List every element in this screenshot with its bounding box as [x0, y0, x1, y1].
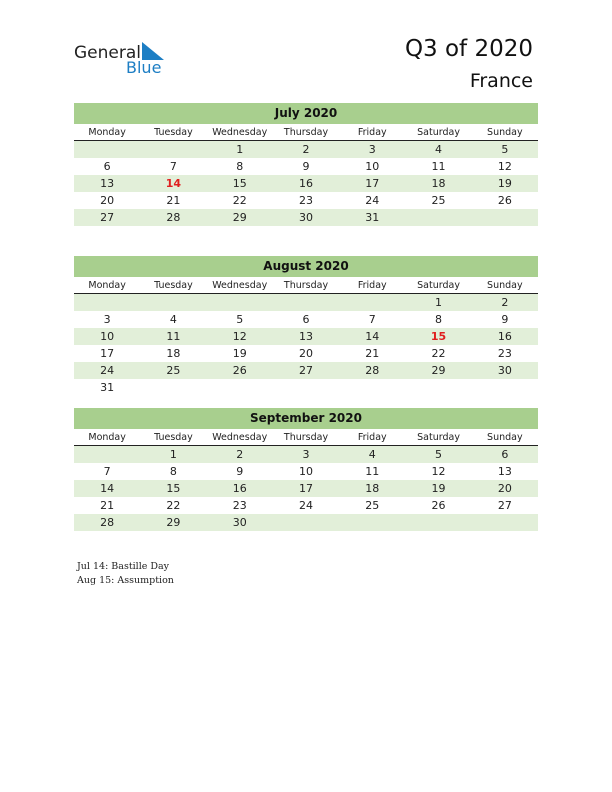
day-cell: 9	[501, 313, 509, 326]
day-cell: 8	[236, 160, 244, 173]
weekday-label: Saturday	[417, 432, 460, 443]
day-cell: 1	[435, 296, 443, 309]
day-cell: 14	[100, 482, 115, 495]
day-cell: 10	[100, 330, 115, 343]
weekday-label: Saturday	[417, 127, 460, 138]
weekday-label: Thursday	[283, 280, 329, 291]
weekday-header-row	[74, 430, 538, 446]
day-cell: 3	[368, 143, 376, 156]
weekday-label: Wednesday	[212, 280, 268, 291]
day-cell: 2	[501, 296, 509, 309]
week-row	[74, 362, 538, 379]
day-cell: 3	[103, 313, 111, 326]
day-cell: 30	[298, 211, 313, 224]
day-cell: 5	[435, 448, 443, 461]
weekday-label: Thursday	[283, 127, 329, 138]
weekday-label: Friday	[357, 280, 387, 291]
weekday-label: Wednesday	[212, 432, 268, 443]
day-cell: 14	[365, 330, 380, 343]
day-cell: 26	[431, 499, 446, 512]
week-row	[74, 311, 538, 328]
day-cell	[74, 294, 140, 311]
day-cell: 23	[298, 194, 313, 207]
day-cell: 22	[232, 194, 247, 207]
day-cell: 11	[365, 465, 380, 478]
week-row	[74, 480, 538, 497]
day-cell: 15	[166, 482, 181, 495]
weekday-label: Saturday	[417, 280, 460, 291]
weekday-label: Friday	[357, 127, 387, 138]
page-title: Q3 of 2020	[404, 36, 533, 62]
week-row	[74, 345, 538, 362]
day-cell	[273, 294, 339, 311]
weekday-label: Tuesday	[154, 280, 193, 291]
week-row	[74, 158, 538, 175]
day-cell	[472, 379, 538, 396]
day-cell: 17	[100, 347, 115, 360]
day-cell	[140, 141, 206, 158]
weekday-label: Tuesday	[154, 127, 193, 138]
day-cell: 16	[232, 482, 247, 495]
day-cell: 23	[232, 499, 247, 512]
day-cell: 6	[302, 313, 310, 326]
day-cell: 13	[298, 330, 313, 343]
week-row	[74, 209, 538, 226]
day-cell: 27	[100, 211, 115, 224]
day-cell: 4	[368, 448, 376, 461]
day-cell: 19	[497, 177, 512, 190]
week-row	[74, 497, 538, 514]
day-cell: 16	[497, 330, 512, 343]
holiday-day-cell: 15	[430, 330, 447, 343]
weekday-label: Sunday	[487, 280, 523, 291]
month-calendar-july	[74, 103, 538, 226]
day-cell: 24	[100, 364, 115, 377]
day-cell	[405, 514, 471, 531]
day-cell: 4	[435, 143, 443, 156]
day-cell: 5	[501, 143, 509, 156]
day-cell: 20	[497, 482, 512, 495]
day-cell: 30	[497, 364, 512, 377]
day-cell: 21	[100, 499, 115, 512]
day-cell: 8	[435, 313, 443, 326]
day-cell: 21	[166, 194, 181, 207]
week-row	[74, 175, 538, 192]
month-calendar-september	[74, 408, 538, 531]
day-cell	[405, 379, 471, 396]
day-cell: 18	[365, 482, 380, 495]
week-row	[74, 192, 538, 209]
week-row	[74, 379, 538, 396]
day-cell: 11	[166, 330, 181, 343]
day-cell: 7	[103, 465, 111, 478]
weekday-label: Sunday	[487, 127, 523, 138]
day-cell: 24	[298, 499, 313, 512]
week-row	[74, 446, 538, 463]
day-cell: 7	[169, 160, 177, 173]
day-cell: 28	[100, 516, 115, 529]
day-cell: 21	[365, 347, 380, 360]
week-row	[74, 463, 538, 480]
day-cell	[472, 514, 538, 531]
day-cell: 26	[497, 194, 512, 207]
holiday-note: Jul 14: Bastille Day	[77, 561, 170, 572]
day-cell: 12	[431, 465, 446, 478]
day-cell	[207, 294, 273, 311]
day-cell: 10	[365, 160, 380, 173]
day-cell: 12	[232, 330, 247, 343]
day-cell: 25	[166, 364, 181, 377]
day-cell	[74, 446, 140, 463]
weekday-label: Monday	[88, 127, 126, 138]
week-row	[74, 328, 538, 345]
week-row	[74, 141, 538, 158]
day-cell: 29	[166, 516, 181, 529]
day-cell	[339, 379, 405, 396]
day-cell	[339, 294, 405, 311]
weekday-label: Thursday	[283, 432, 329, 443]
day-cell: 20	[100, 194, 115, 207]
day-cell: 13	[497, 465, 512, 478]
day-cell: 10	[298, 465, 313, 478]
day-cell: 29	[431, 364, 446, 377]
day-cell: 6	[501, 448, 509, 461]
day-cell: 31	[100, 381, 115, 394]
weekday-header-row	[74, 125, 538, 141]
day-cell: 8	[169, 465, 177, 478]
week-row	[74, 294, 538, 311]
day-cell: 11	[431, 160, 446, 173]
holiday-note: Aug 15: Assumption	[77, 575, 174, 586]
weekday-label: Monday	[88, 432, 126, 443]
day-cell: 4	[169, 313, 177, 326]
day-cell	[140, 294, 206, 311]
day-cell: 27	[497, 499, 512, 512]
day-cell: 18	[166, 347, 181, 360]
day-cell: 26	[232, 364, 247, 377]
month-header: September 2020	[74, 408, 538, 429]
week-row	[74, 514, 538, 531]
day-cell: 1	[169, 448, 177, 461]
day-cell: 29	[232, 211, 247, 224]
weekday-label: Tuesday	[154, 432, 193, 443]
day-cell: 3	[302, 448, 310, 461]
day-cell	[405, 209, 471, 226]
day-cell: 31	[365, 211, 380, 224]
day-cell: 9	[236, 465, 244, 478]
day-cell: 18	[431, 177, 446, 190]
day-cell: 28	[365, 364, 380, 377]
day-cell: 1	[236, 143, 244, 156]
weekday-header-row	[74, 278, 538, 294]
day-cell: 15	[232, 177, 247, 190]
day-cell: 13	[100, 177, 115, 190]
logo-text-general: General	[74, 43, 141, 63]
weekday-label: Wednesday	[212, 127, 268, 138]
day-cell: 20	[298, 347, 313, 360]
day-cell: 27	[298, 364, 313, 377]
day-cell: 9	[302, 160, 310, 173]
day-cell: 22	[166, 499, 181, 512]
day-cell: 5	[236, 313, 244, 326]
logo-text-blue: Blue	[126, 58, 162, 77]
month-header: July 2020	[74, 103, 538, 124]
day-cell: 22	[431, 347, 446, 360]
day-cell: 16	[298, 177, 313, 190]
day-cell	[472, 209, 538, 226]
day-cell	[74, 141, 140, 158]
day-cell	[273, 379, 339, 396]
day-cell: 25	[431, 194, 446, 207]
day-cell: 12	[497, 160, 512, 173]
holiday-day-cell: 14	[165, 177, 182, 190]
weekday-label: Friday	[357, 432, 387, 443]
day-cell: 19	[431, 482, 446, 495]
day-cell: 2	[302, 143, 310, 156]
month-header: August 2020	[74, 256, 538, 277]
day-cell	[339, 514, 405, 531]
day-cell: 19	[232, 347, 247, 360]
day-cell: 24	[365, 194, 380, 207]
day-cell: 28	[166, 211, 181, 224]
weekday-label: Sunday	[487, 432, 523, 443]
day-cell: 7	[368, 313, 376, 326]
holiday-notes	[77, 560, 174, 588]
day-cell: 6	[103, 160, 111, 173]
day-cell: 23	[497, 347, 512, 360]
day-cell	[273, 514, 339, 531]
day-cell: 17	[298, 482, 313, 495]
day-cell: 30	[232, 516, 247, 529]
month-calendar-august	[74, 256, 538, 396]
day-cell: 17	[365, 177, 380, 190]
day-cell	[207, 379, 273, 396]
day-cell	[140, 379, 206, 396]
weekday-label: Monday	[88, 280, 126, 291]
day-cell: 2	[236, 448, 244, 461]
country-label: France	[469, 70, 533, 92]
day-cell: 25	[365, 499, 380, 512]
